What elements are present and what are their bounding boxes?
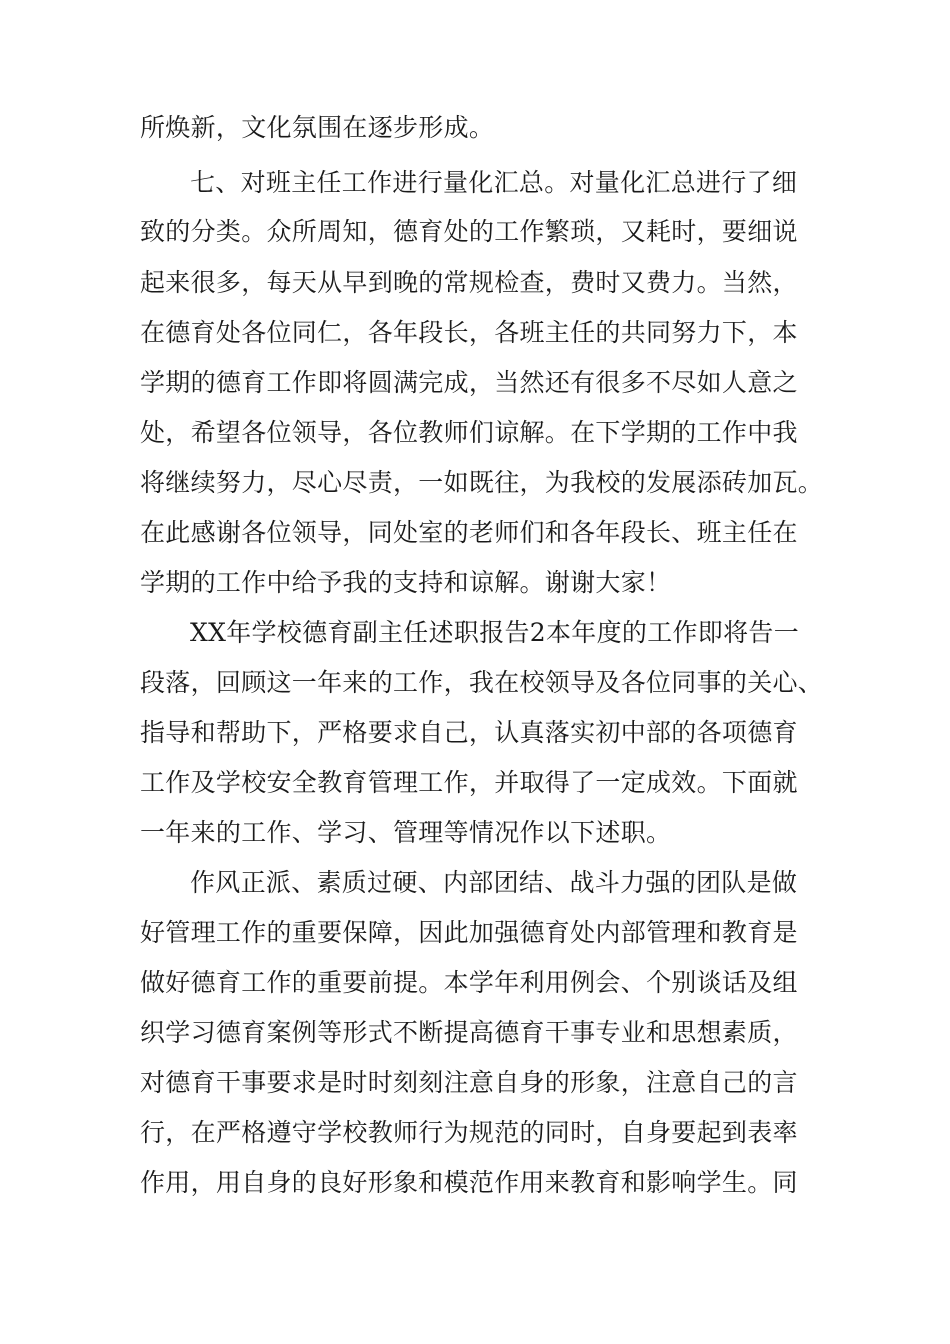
text-line: 指导和帮助下，严格要求自己，认真落实初中部的各项德育: [140, 718, 798, 747]
text-line: 处，希望各位领导，各位教师们谅解。在下学期的工作中我: [140, 418, 798, 447]
text-line: 起来很多，每天从早到晚的常规检查，费时又费力。当然，: [140, 268, 798, 297]
text-line: 对德育干事要求是时时刻刻注意自身的形象，注意自己的言: [140, 1068, 798, 1097]
text-line: 织学习德育案例等形式不断提高德育干事专业和思想素质，: [140, 1018, 798, 1047]
text-line: 致的分类。众所周知，德育处的工作繁琐，又耗时，要细说: [140, 217, 798, 246]
text-line: 在德育处各位同仁，各年段长，各班主任的共同努力下，本: [140, 318, 798, 347]
text-line: 作风正派、素质过硬、内部团结、战斗力强的团队是做: [190, 868, 798, 897]
text-line: XX年学校德育副主任述职报告2本年度的工作即将告一: [190, 618, 800, 647]
text-line: 在此感谢各位领导，同处室的老师们和各年段长、班主任在: [140, 518, 798, 547]
text-line: 作用，用自身的良好形象和模范作用来教育和影响学生。同: [140, 1168, 798, 1197]
text-line: 一年来的工作、学习、管理等情况作以下述职。: [140, 818, 672, 847]
text-line: 学期的工作中给予我的支持和谅解。谢谢大家！: [140, 568, 672, 597]
text-line: 好管理工作的重要保障，因此加强德育处内部管理和教育是: [140, 918, 798, 947]
text-line: 所焕新，文化氛围在逐步形成。: [140, 113, 495, 142]
text-line: 将继续努力，尽心尽责，一如既往，为我校的发展添砖加瓦。: [140, 468, 824, 497]
text-line: 学期的德育工作即将圆满完成，当然还有很多不尽如人意之: [140, 368, 798, 397]
text-line: 七、对班主任工作进行量化汇总。对量化汇总进行了细: [190, 168, 798, 197]
text-line: 行，在严格遵守学校教师行为规范的同时，自身要起到表率: [140, 1118, 798, 1147]
text-line: 段落，回顾这一年来的工作，我在校领导及各位同事的关心、: [140, 668, 824, 697]
text-line: 工作及学校安全教育管理工作，并取得了一定成效。下面就: [140, 768, 798, 797]
text-line: 做好德育工作的重要前提。本学年利用例会、个别谈话及组: [140, 968, 798, 997]
